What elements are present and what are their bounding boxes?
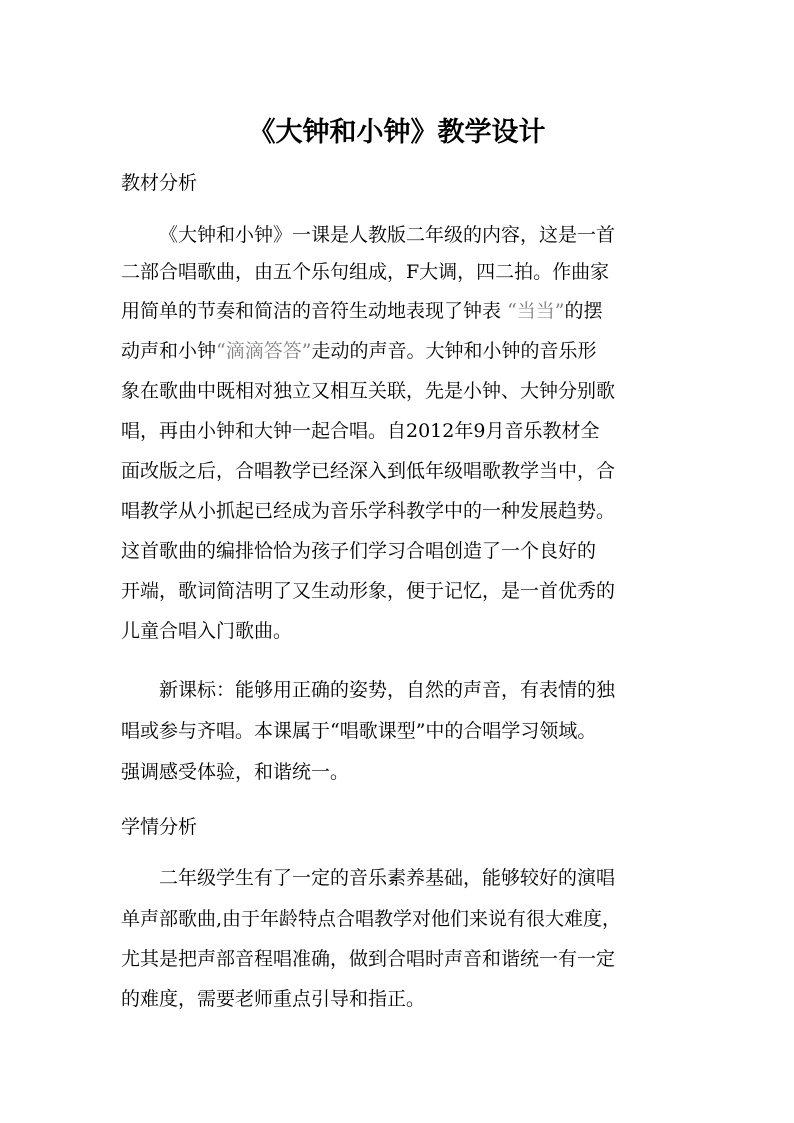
section-heading-student-analysis: 学情分析 xyxy=(121,816,198,838)
paragraph-line: 开端，歌词简洁明了又生动形象，便于记忆，是一首优秀的 xyxy=(121,580,616,602)
highlight-text: “当当” xyxy=(507,300,565,322)
line-text: 动声和小钟 xyxy=(121,340,217,362)
line-text: 走动的声音。大钟和小钟的音乐形 xyxy=(311,340,597,362)
paragraph-line: 这首歌曲的编排恰恰为孩子们学习合唱创造了一个良好的 xyxy=(121,540,597,562)
paragraph-line: 唱或参与齐唱。本课属于“唱歌课型”中的合唱学习领域。 xyxy=(121,720,597,742)
paragraph-line: 新课标：能够用正确的姿势，自然的声音，有表情的独 xyxy=(159,679,616,701)
paragraph-line: 单声部歌曲,由于年龄特点合唱教学对他们来说有很大难度， xyxy=(121,908,622,930)
paragraph-line: 唱，再由小钟和大钟一起合唱。自2012年9月音乐教材全 xyxy=(121,420,600,442)
line-text: 用简单的节奏和简洁的音符生动地表现了钟表 xyxy=(121,300,502,322)
paragraph-line: 儿童合唱入门歌曲。 xyxy=(121,620,293,642)
quote-didida: “滴滴答答” xyxy=(216,340,312,362)
document-title: 《大钟和小钟》教学设计 xyxy=(248,117,546,148)
paragraph-line xyxy=(121,297,681,325)
paragraph-line: 尤其是把声部音程唱准确，做到合唱时声音和谐统一有一定 xyxy=(121,948,616,970)
paragraph-line xyxy=(121,337,681,365)
paragraph-line: 唱教学从小抓起已经成为音乐学科教学中的一种发展趋势。 xyxy=(121,500,616,522)
paragraph-line: 强调感受体验，和谐统一。 xyxy=(121,761,350,783)
paragraph-line: 《大钟和小钟》一课是人教版二年级的内容，这是一首 xyxy=(159,224,616,246)
section-heading-textbook-analysis: 教材分析 xyxy=(121,172,198,194)
paragraph-line: 面改版之后，合唱教学已经深入到低年级唱歌教学当中，合 xyxy=(121,460,616,482)
quote-dangdang xyxy=(507,300,564,322)
paragraph-line: 象在歌曲中既相对独立又相互关联，先是小钟、大钟分别歌 xyxy=(121,380,616,402)
paragraph-line: 的难度，需要老师重点引导和指正。 xyxy=(121,988,426,1010)
paragraph-line: 二年级学生有了一定的音乐素养基础，能够较好的演唱 xyxy=(159,867,616,889)
line-text: 的摆 xyxy=(564,300,603,322)
paragraph-line: 二部合唱歌曲，由五个乐句组成，F大调，四二拍。作曲家 xyxy=(121,261,610,283)
